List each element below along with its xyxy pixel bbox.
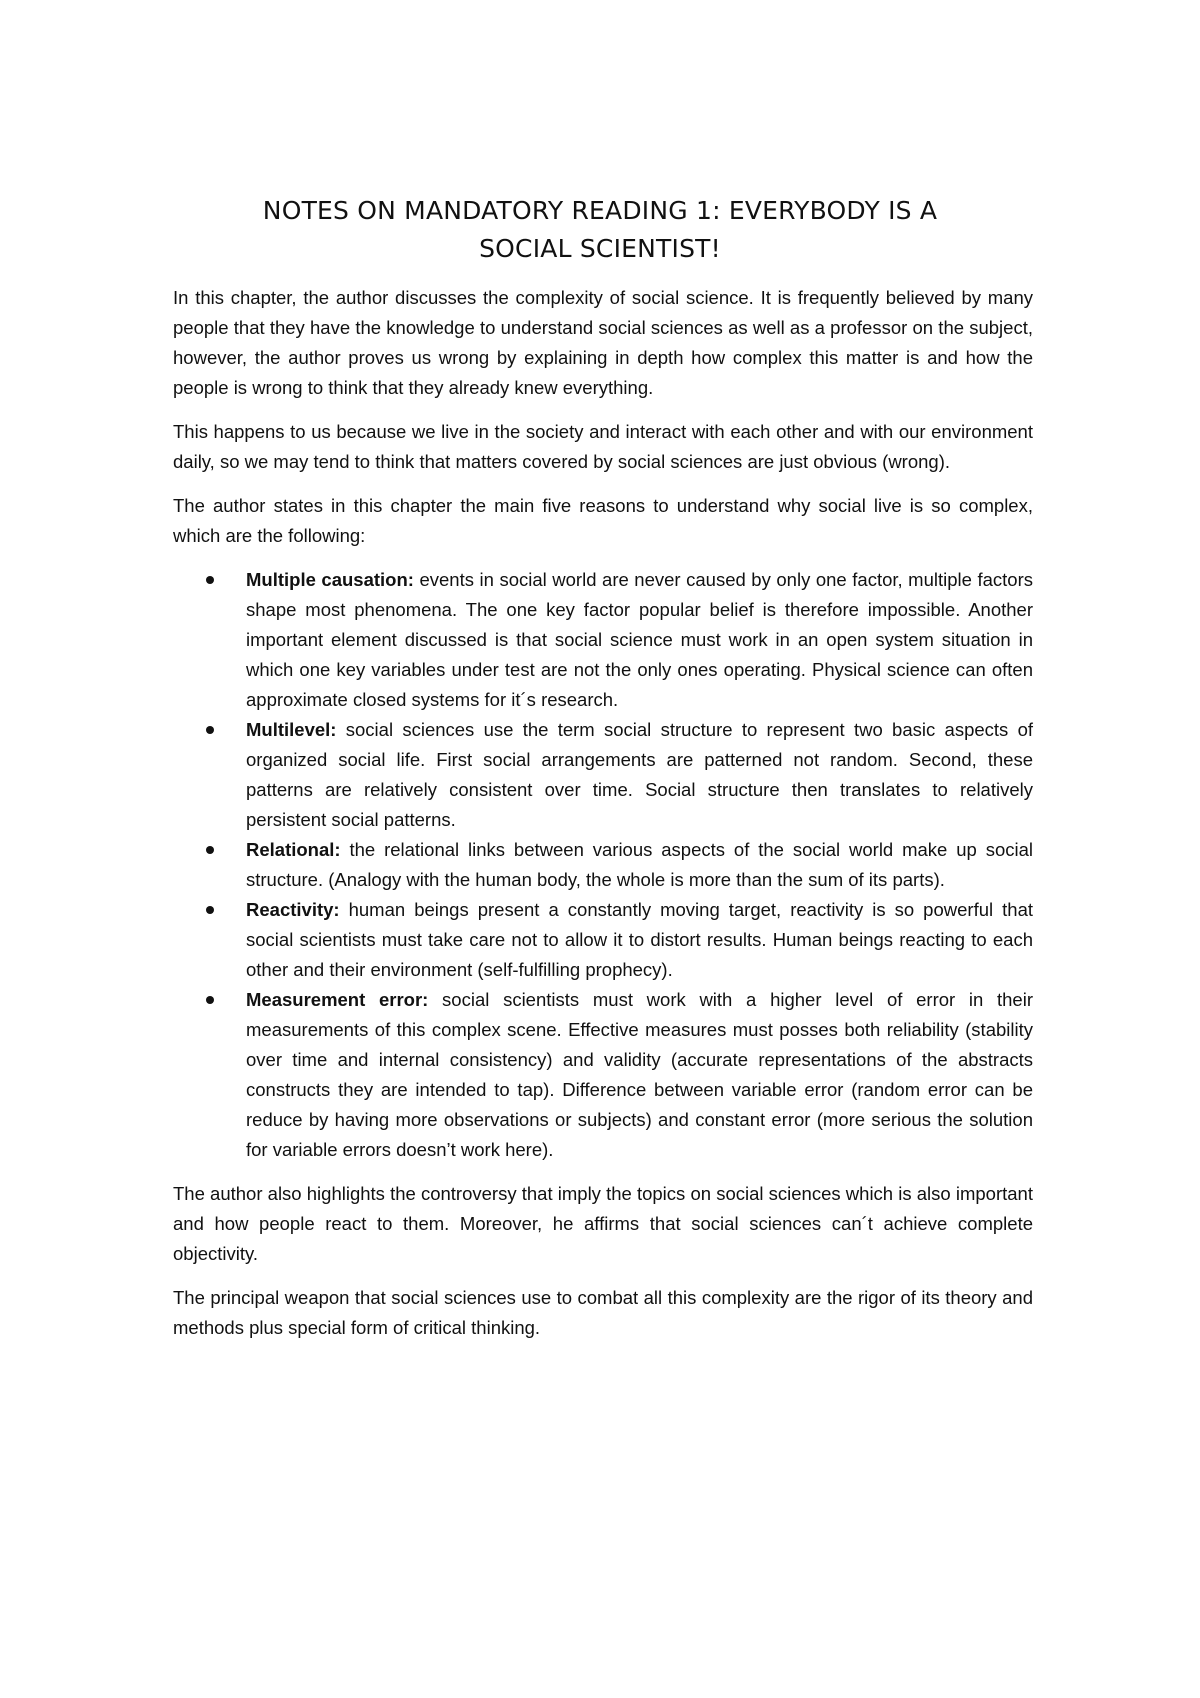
list-item-reactivity xyxy=(246,895,1033,985)
outro-paragraph-1: The author also highlights the controversy that imply the topics on social sciences which is also important and how people react to them. Moreover, he affirms that social sciences can´t achieve complete objectivity. xyxy=(173,1183,1033,1264)
bullet-text: the relational links between various aspects of the social world make up social structure. (Analogy with the human body, the whole is more than the sum of its parts). xyxy=(246,839,1033,890)
bullet-term: Multiple causation: xyxy=(246,569,414,590)
bullet-icon xyxy=(206,726,214,734)
intro-paragraph-2: This happens to us because we live in the society and interact with each other and with our environment daily, so we may tend to think that matters covered by social sciences are just obvious (wrong). xyxy=(173,421,1033,472)
list-item-measurement-error xyxy=(246,985,1033,1165)
bullet-icon xyxy=(206,996,214,1004)
bullet-text: social scientists must work with a higher level of error in their measurements of this complex scene. Effective measures must posses both reliability (stability over time and internal consistency) and validity (accurate representations of the abstracts constructs they are intended to tap). Difference between variable error (random error can be reduce by having more observations or subjects) and constant error (more serious the solution for variable errors doesn’t work here). xyxy=(246,989,1033,1160)
reasons-list xyxy=(173,565,1033,1165)
bullet-text: social sciences use the term social structure to represent two basic aspects of organized social life. First social arrangements are patterned not random. Second, these patterns are relatively consistent over time. Social structure then translates to relatively persistent social patterns. xyxy=(246,719,1033,830)
bullet-term: Multilevel: xyxy=(246,719,337,740)
bullet-text: human beings present a constantly moving target, reactivity is so powerful that social scientists must take care not to allow it to distort results. Human beings reacting to each other and their environment (self-fulfilling prophecy). xyxy=(246,899,1033,980)
bullet-term: Measurement error: xyxy=(246,989,429,1010)
outro-paragraph-2: The principal weapon that social sciences use to combat all this complexity are the rigor of its theory and methods plus special form of critical thinking. xyxy=(173,1287,1033,1338)
bullet-icon xyxy=(206,906,214,914)
title-line-1: NOTES ON MANDATORY READING 1: EVERYBODY IS A xyxy=(262,196,938,225)
bullet-icon xyxy=(206,576,214,584)
document-body xyxy=(173,283,1033,1357)
page-title xyxy=(150,192,1050,268)
bullet-term: Relational: xyxy=(246,839,341,860)
list-item-multiple-causation xyxy=(246,565,1033,715)
bullet-text: events in social world are never caused by only one factor, multiple factors shape most phenomena. The one key factor popular belief is therefore impossible. Another important element discussed is that social science must work in an open system situation in which one key variables under test are not the only ones operating. Physical science can often approximate closed systems for it´s research. xyxy=(246,569,1033,710)
list-item-relational xyxy=(246,835,1033,895)
intro-paragraph-3: The author states in this chapter the main five reasons to understand why social live is so complex, which are the following: xyxy=(173,495,1033,546)
list-item-multilevel xyxy=(246,715,1033,835)
bullet-term: Reactivity: xyxy=(246,899,340,920)
intro-paragraph-1: In this chapter, the author discusses the complexity of social science. It is frequently believed by many people that they have the knowledge to understand social sciences as well as a professor on the subject, however, the author proves us wrong by explaining in depth how complex this matter is and how the people is wrong to think that they already knew everything. xyxy=(173,287,1033,398)
bullet-icon xyxy=(206,846,214,854)
title-line-2: SOCIAL SCIENTIST! xyxy=(479,234,721,263)
